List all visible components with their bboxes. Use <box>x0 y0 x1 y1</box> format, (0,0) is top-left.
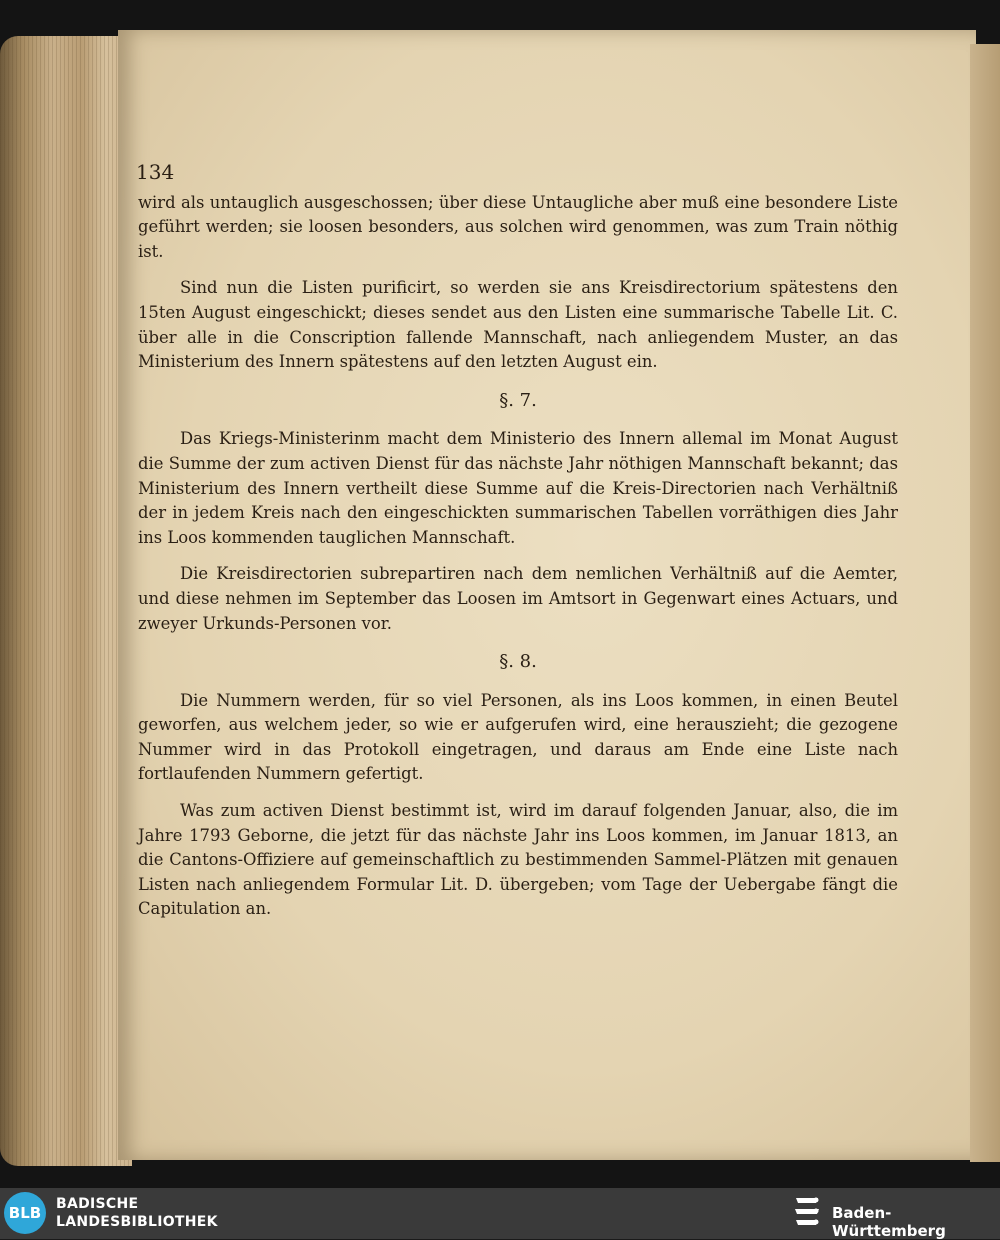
baden-wuerttemberg-lions-icon <box>792 1194 822 1232</box>
blb-logo[interactable]: BLB <box>4 1192 46 1234</box>
library-name-line2: LANDESBIBLIOTHEK <box>56 1214 218 1230</box>
section-heading-7: §. 7. <box>499 389 537 411</box>
page-text <box>138 160 898 934</box>
section-heading-8: §. 8. <box>499 651 537 673</box>
page-number: 134 <box>136 160 175 184</box>
paragraph: Was zum activen Dienst bestimmt ist, wird im darauf folgenden Januar, also, die im Jahre 1793 Geborne, die jetzt für das nächste Jahr ins Loos kommen, im Januar 1813, an die Cantons-Offiziere auf gemeinschaftlich zu bestimmenden Sammel-Plätzen mit genauen Listen nach anliegendem Formular Lit. D. übergeben; vom Tage der Uebergabe fängt die Capitulation an. <box>138 801 898 919</box>
paragraph: wird als untauglich ausgeschossen; über diese Untaugliche aber muß eine besondere Liste geführt werden; sie loosen besonders, aus solchen wird genommen, was zum Train nöthig ist. <box>138 192 898 261</box>
paragraph: Die Nummern werden, für so viel Personen, als ins Loos kommen, in einen Beutel geworfen, aus welchem jeder, so wie er aufgerufen wird, eine herauszieht; die gezogene Nummer wird in das Protokoll eingetragen, und daraus am Ende eine Liste nach fortlaufenden Nummern gefertigt. <box>138 690 898 784</box>
paragraph: Das Kriegs-Ministerinm macht dem Ministerio des Innern allemal im Monat August die Summe der zum activen Dienst für das nächste Jahr nöthigen Mannschaft bekannt; das Ministerium des Innern vertheilt diese Summe auf die Kreis-Directorien nach Verhältniß der in jedem Kreis nach den eingeschickten summarischen Tabellen vorräthigen dies Jahr ins Loos kommenden tauglichen Mannschaft. <box>138 429 898 547</box>
adjacent-page-edge <box>970 44 1000 1162</box>
library-name-line1: BADISCHE <box>56 1196 139 1212</box>
paragraph: Die Kreisdirectorien subrepartiren nach dem nemlichen Verhältniß auf die Aemter, und diese nehmen im September das Loosen im Amtsort in Gegenwart eines Actuars, und zweyer Urkunds-Personen vor. <box>138 564 898 633</box>
viewer-footer <box>0 1188 1000 1239</box>
paragraph: Sind nun die Listen purificirt, so werden sie ans Kreisdirectorium spätestens den 15ten August eingeschickt; dieses sendet aus den Listen eine summarische Tabelle Lit. C. über alle in die Conscription fallende Mannschaft, nach anliegendem Muster, an das Ministerium des Innern spätestens auf den letzten August ein. <box>138 278 898 372</box>
library-name[interactable] <box>56 1195 218 1231</box>
state-name[interactable]: Baden-Württemberg <box>832 1204 946 1240</box>
book-page-edges <box>0 36 132 1166</box>
